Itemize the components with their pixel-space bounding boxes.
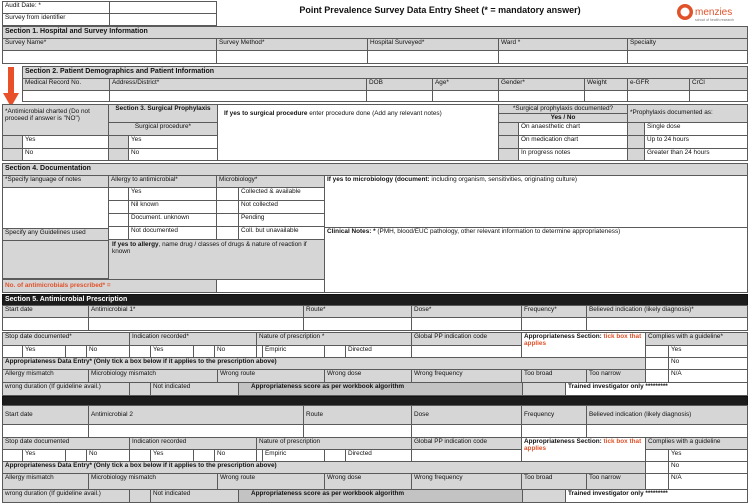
logo-subtext: school of health research <box>695 18 735 22</box>
empiric-label-2: Empiric <box>262 449 325 462</box>
appropriateness-section-2 <box>521 437 646 462</box>
nature-label-1: Nature of prescription * <box>256 332 412 346</box>
stop-no-label-1: No <box>86 345 130 358</box>
doc-option-progress: In progress notes <box>518 148 628 161</box>
global-pp-label-2: Global PP indication code <box>411 437 522 450</box>
surgical-yes-label: Yes <box>128 135 218 149</box>
start-date-label-1: Start date <box>2 305 89 318</box>
charted-yes-checkbox[interactable] <box>2 135 23 149</box>
survey-identifier-label: Survey from identifier <box>2 13 110 26</box>
doc-option-1-checkbox[interactable] <box>498 122 519 136</box>
allergy-label: Allergy to antimicrobial* <box>108 175 217 188</box>
start-date-input-1[interactable] <box>2 317 89 331</box>
prophylaxis-documented-label: *Surgical prophylaxis documented? <box>498 104 628 114</box>
wrong-frequency-1[interactable]: Wrong frequency <box>411 369 522 383</box>
if-yes-surgical-bold: If yes to surgical procedure <box>224 110 308 117</box>
surgical-yes-checkbox[interactable] <box>108 135 129 149</box>
ward-input[interactable] <box>498 50 628 64</box>
stop-no-label-2: No <box>86 449 130 462</box>
empiric-label-1: Empiric <box>262 345 325 358</box>
weight-input[interactable] <box>584 90 628 102</box>
allergy-nil-checkbox[interactable] <box>108 200 129 214</box>
wrong-dose-2[interactable]: Wrong dose <box>324 473 412 490</box>
complies-na-checkbox-1[interactable] <box>645 369 669 383</box>
indrec-no-label-2: No <box>214 449 257 462</box>
logo-text: menzies <box>695 7 733 18</box>
appropriateness-score-1: Appropriateness score as per workbook algorithm <box>238 382 523 396</box>
trained-investigator-2: Trained investigator only ********* <box>565 489 748 503</box>
indrec-yes-label-2: Yes <box>150 449 194 462</box>
menzies-logo-icon <box>676 1 746 23</box>
antimicrobial-input-1[interactable] <box>88 317 304 331</box>
prophylaxis-24h: Up to 24 hours <box>644 135 748 149</box>
nature-label-2: Nature of prescription <box>256 437 412 450</box>
section4-title: Section 4. Documentation <box>2 163 748 176</box>
charted-yes-label: Yes <box>22 135 109 149</box>
stop-date-label-1: Stop date documented* <box>2 332 130 346</box>
wrong-route-1[interactable]: Wrong route <box>217 369 325 383</box>
appropriateness-red-2: tick box that applies <box>524 438 642 452</box>
hospital-surveyed-label: Hospital Surveyed* <box>367 38 499 51</box>
charted-no-checkbox[interactable] <box>2 148 23 161</box>
appropriateness-section-1 <box>521 332 646 358</box>
hospital-surveyed-input[interactable] <box>367 50 499 64</box>
down-arrow-icon <box>3 67 19 107</box>
stop-date-label-2: Stop date documented <box>2 437 130 450</box>
clinical-notes[interactable] <box>324 227 748 293</box>
complies-na-checkbox-2[interactable] <box>645 473 669 490</box>
allergy-nil-label: Nil known <box>128 200 217 214</box>
too-narrow-1[interactable]: Too narrow <box>586 369 646 383</box>
complies-no-label-1: No <box>668 357 748 370</box>
directed-label-1: Directed <box>345 345 412 358</box>
yes-no-label: Yes / No <box>498 113 628 123</box>
doc-option-3-checkbox[interactable] <box>498 148 519 161</box>
guidelines-input[interactable] <box>2 240 109 279</box>
micro-pending-label: Pending <box>238 213 325 227</box>
complies-no-label-2: No <box>668 461 748 474</box>
not-indicated-checkbox-2[interactable] <box>129 489 151 503</box>
data-entry-label-1: Appropriateness Data Entry* (Only tick a box below if it applies to the prescription above) <box>2 357 646 370</box>
dose-label-2: Dose <box>411 405 522 425</box>
dose-input-1[interactable] <box>411 317 522 331</box>
doc-option-2-checkbox[interactable] <box>498 135 519 149</box>
indrec-no-label-1: No <box>214 345 257 358</box>
surgical-no-label: No <box>128 148 218 161</box>
surgical-no-checkbox[interactable] <box>108 148 129 161</box>
weight-label: Weight <box>584 78 628 91</box>
surgical-procedure-notes[interactable] <box>217 104 499 161</box>
wrong-duration-1[interactable]: wrong duration (If guideline avail.) <box>2 382 130 396</box>
clinical-notes-bold: Clinical Notes: * <box>327 228 376 235</box>
num-prescribed-label: No. of antimicrobials prescribed* = <box>2 279 217 293</box>
language-input[interactable] <box>2 187 109 229</box>
page-title: Point Prevalence Survey Data Entry Sheet (* = mandatory answer) <box>299 5 581 15</box>
gender-label: Gender* <box>498 78 585 91</box>
antimicrobial-label-2: Antimicrobial 2 <box>88 405 304 425</box>
surgical-procedure-label: Surgical procedure* <box>108 122 218 136</box>
micro-unavailable-checkbox[interactable] <box>216 226 239 240</box>
antimicrobial-input-2[interactable] <box>88 424 304 438</box>
address-input[interactable] <box>109 90 367 102</box>
section5-title: Section 5. Antimicrobial Prescription <box>2 294 748 306</box>
gender-input[interactable] <box>498 90 585 102</box>
prophylaxis-1-checkbox[interactable] <box>627 122 645 136</box>
prophylaxis-single-dose: Single dose <box>644 122 748 136</box>
frequency-input-2[interactable] <box>521 424 587 438</box>
guidelines-label: Specify any Guidelines used <box>2 228 109 241</box>
stop-yes-label-2: Yes <box>22 449 66 462</box>
medical-record-label: Medical Record No. <box>22 78 110 91</box>
indication-label-1: Believed indication (likely diagnosis)* <box>586 305 748 318</box>
micro-mismatch-1[interactable]: Microbiology mismatch <box>88 369 218 383</box>
egfr-input[interactable] <box>627 90 690 102</box>
wrong-frequency-2[interactable]: Wrong frequency <box>411 473 522 490</box>
survey-name-input[interactable] <box>2 50 217 64</box>
indrec-yes-label-1: Yes <box>150 345 194 358</box>
frequency-input-1[interactable] <box>521 317 587 331</box>
dose-input-2[interactable] <box>411 424 522 438</box>
prophylaxis-gt24h: Greater than 24 hours <box>644 148 748 161</box>
specify-language-label: *Specify language of notes <box>2 175 109 188</box>
if-yes-micro-bold: If yes to microbiology (document: <box>327 176 430 183</box>
micro-unavailable-label: Coll. but unavailable <box>238 226 325 240</box>
specialty-label: Specialty <box>627 38 748 51</box>
prophylaxis-2-checkbox[interactable] <box>627 135 645 149</box>
too-broad-1[interactable]: Too broad <box>521 369 587 383</box>
appropriateness-bold-1: Appropriateness Section: <box>524 333 602 340</box>
charted-no-label: No <box>22 148 109 161</box>
dob-label: DOB <box>366 78 433 91</box>
not-indicated-1: Not indicated <box>150 382 239 396</box>
allergy-yes-label: Yes <box>128 187 217 201</box>
dose-label-1: Dose* <box>411 305 522 318</box>
doc-option-medication: On medication chart <box>518 135 628 149</box>
indication-input-1[interactable] <box>586 317 748 331</box>
if-yes-micro-rest: including organism, sensitivities, originating culture) <box>429 176 578 183</box>
complies-na-label-2: N/A <box>668 473 748 490</box>
allergy-unknown-label: Document. unknown <box>128 213 217 227</box>
complies-label-1: Complies with a guideline* <box>645 332 748 346</box>
data-entry-label-2: Appropriateness Data Entry* (Only tick a box below if it applies to the prescription above) <box>2 461 646 474</box>
directed-label-2: Directed <box>345 449 412 462</box>
crcl-label: CrCl <box>689 78 748 91</box>
age-label: Age* <box>432 78 499 91</box>
score-input-1[interactable] <box>522 382 566 396</box>
survey-method-label: Survey Method* <box>216 38 368 51</box>
micro-notcollected-checkbox[interactable] <box>216 200 239 214</box>
if-yes-allergy-bold: If yes to allergy <box>112 241 159 248</box>
prophylaxis-3-checkbox[interactable] <box>627 148 645 161</box>
start-date-label-2: Start date <box>2 405 89 425</box>
appropriateness-red-1: tick box that applies <box>524 333 642 347</box>
allergy-reaction-notes[interactable] <box>108 239 325 280</box>
crcl-input[interactable] <box>689 90 748 102</box>
route-label-2: Route <box>303 405 412 425</box>
not-indicated-checkbox-1[interactable] <box>129 382 151 396</box>
prophylaxis-as-label: *Prophylaxis documented as: <box>627 104 748 123</box>
indication-recorded-label-1: Indication recorded* <box>129 332 257 346</box>
allergy-yes-checkbox[interactable] <box>108 187 129 201</box>
wrong-route-2[interactable]: Wrong route <box>217 473 325 490</box>
route-label-1: Route* <box>303 305 412 318</box>
allergy-notdoc-label: Not documented <box>128 226 217 240</box>
start-date-input-2[interactable] <box>2 424 89 438</box>
specialty-input[interactable] <box>627 50 748 64</box>
frequency-label-1: Frequency* <box>521 305 587 318</box>
section1-title: Section 1. Hospital and Survey Information <box>2 26 748 39</box>
antimicrobial-label-1: Antimicrobial 1* <box>88 305 304 318</box>
survey-method-input[interactable] <box>216 50 368 64</box>
doc-option-anaesthetic: On anaesthetic chart <box>518 122 628 136</box>
complies-yes-label-1: Yes <box>668 345 748 358</box>
appropriateness-bold-2: Appropriateness Section: <box>524 438 602 445</box>
stop-yes-label-1: Yes <box>22 345 66 358</box>
ward-label: Ward * <box>498 38 628 51</box>
wrong-duration-2[interactable]: wrong duration (If guideline avail.) <box>2 489 130 503</box>
egfr-label: e-GFR <box>627 78 690 91</box>
micro-pending-checkbox[interactable] <box>216 213 239 227</box>
indication-label-2: Believed indication (likely diagnosis) <box>586 405 748 425</box>
age-input[interactable] <box>432 90 499 102</box>
allergy-mismatch-1[interactable]: Allergy mismatch <box>2 369 89 383</box>
address-label: Address/District* <box>109 78 367 91</box>
microbiology-label: Microbiology* <box>216 175 325 188</box>
allergy-notdoc-checkbox[interactable] <box>108 226 129 240</box>
survey-identifier-input[interactable] <box>109 13 217 26</box>
frequency-label-2: Frequency <box>521 405 587 425</box>
microbiology-notes[interactable] <box>324 175 748 228</box>
complies-yes-label-2: Yes <box>668 449 748 462</box>
micro-collected-checkbox[interactable] <box>216 187 239 201</box>
complies-na-label-1: N/A <box>668 369 748 383</box>
too-broad-2[interactable]: Too broad <box>521 473 587 490</box>
survey-name-label: Survey Name* <box>2 38 217 51</box>
wrong-dose-1[interactable]: Wrong dose <box>324 369 412 383</box>
medical-record-input[interactable] <box>22 90 110 102</box>
clinical-notes-rest: (PMH, blood/EUC pathology, other relevant information to determine appropriateness) <box>375 228 621 235</box>
section3-title: Section 3. Surgical Prophylaxis <box>108 104 218 123</box>
num-prescribed-input[interactable] <box>216 279 325 293</box>
global-pp-label-1: Global PP indication code <box>411 332 522 346</box>
section2-title: Section 2. Patient Demographics and Patient Information <box>22 66 748 79</box>
not-indicated-2: Not indicated <box>150 489 239 503</box>
too-narrow-2[interactable]: Too narrow <box>586 473 646 490</box>
score-input-2[interactable] <box>522 489 566 503</box>
appropriateness-score-2: Appropriateness score as per workbook algorithm <box>238 489 523 503</box>
if-yes-surgical-rest: enter procedure done (Add any relevant notes) <box>307 110 442 117</box>
allergy-unknown-checkbox[interactable] <box>108 213 129 227</box>
micro-collected-label: Collected & available <box>238 187 325 201</box>
indication-recorded-label-2: Indication recorded <box>129 437 257 450</box>
complies-label-2: Complies with a guideline <box>645 437 748 450</box>
audit-date-label: Audit Date: * <box>2 1 110 14</box>
antimicrobial-charted-label: *Antimicrobial charted (Do not proceed if answer is "NO") <box>2 104 109 136</box>
trained-investigator-1: Trained investigator only ********* <box>565 382 748 396</box>
if-yes-allergy-rest: , name drug / classes of drugs & nature of reaction if known <box>112 241 307 255</box>
route-input-2[interactable] <box>303 424 412 438</box>
route-input-1[interactable] <box>303 317 412 331</box>
micro-mismatch-2[interactable]: Microbiology mismatch <box>88 473 218 490</box>
micro-notcollected-label: Not collected <box>238 200 325 214</box>
indication-input-2[interactable] <box>586 424 748 438</box>
allergy-mismatch-2[interactable]: Allergy mismatch <box>2 473 89 490</box>
dob-input[interactable] <box>366 90 433 102</box>
